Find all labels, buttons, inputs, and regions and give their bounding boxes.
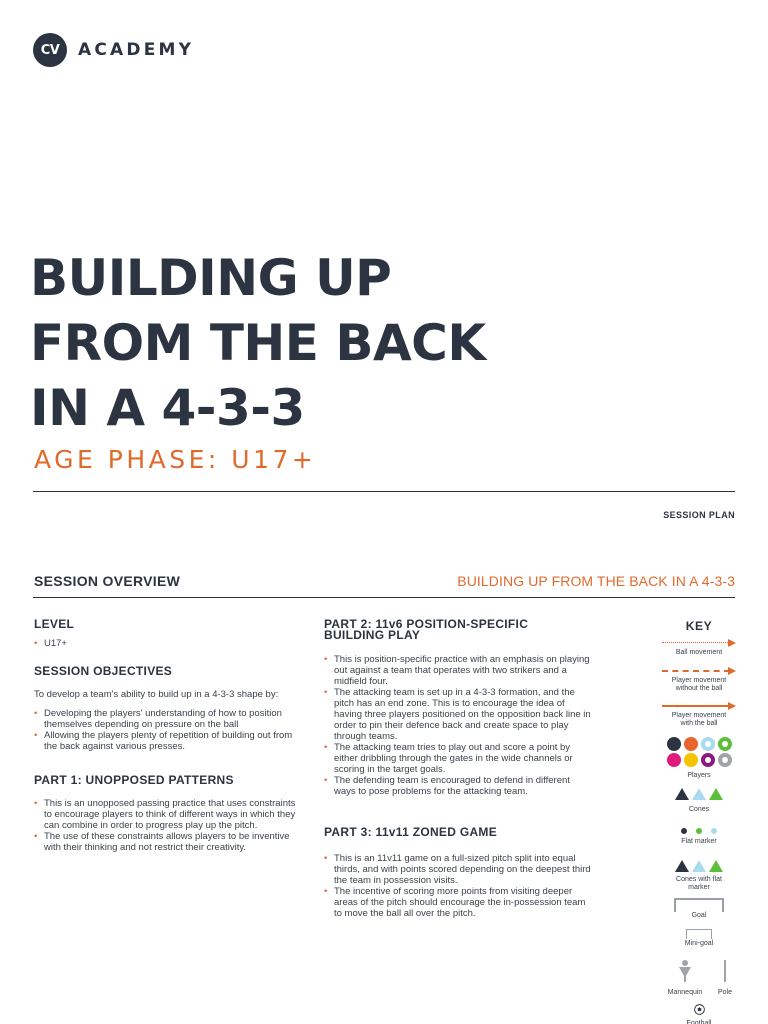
list-item: • This is an 11v11 game on a full-sized pitch split into equal thirds, and with points scored depending on the deepest third the team in possession visits.	[324, 853, 594, 886]
brand-logo	[33, 33, 194, 67]
list-item: • Developing the players' understanding of how to position themselves depending on pressure on the ball	[34, 708, 304, 730]
football-item	[660, 1002, 738, 1024]
list-item: • The incentive of scoring more points from visiting deeper areas of the pitch should encourage the in-possession team to move the ball all over the pitch.	[324, 886, 594, 919]
football-icon	[694, 1004, 705, 1015]
pole-icon	[723, 960, 727, 982]
mini-goal-label: Mini-goal	[684, 940, 714, 947]
player-dot-icon	[667, 753, 681, 767]
title-line-3: IN A 4-3-3	[30, 379, 305, 437]
key-title: KEY	[685, 619, 713, 633]
goal-label: Goal	[691, 912, 707, 919]
list-item: • The use of these constraints allows players to be inventive with their thinking and not restrict their creativity.	[34, 831, 304, 853]
list-item: • The defending team is encouraged to defend in different ways to pose problems for the attacking team.	[324, 775, 594, 797]
list-item: • U17+	[34, 638, 304, 649]
flat-marker-icon	[711, 828, 717, 834]
players-row-2	[660, 753, 738, 767]
cones-flat-label: Cones with flat marker	[676, 876, 722, 891]
session-plan-label: SESSION PLAN	[663, 510, 735, 520]
mannequin-label: Mannequin	[667, 989, 703, 996]
list-item: • The attacking team is set up in a 4-3-3 formation, and the pitch has an end zone. This is to encourage the idea of having three players positioned on the opposition back line in order to pin their defence back and create space to play through teams.	[324, 687, 594, 742]
list-item: • This is an unopposed passing practice that uses constraints to encourage players to think of different ways in which they can combine in order to progress play up the pitch.	[34, 798, 304, 831]
pole-item	[712, 960, 738, 997]
flat-marker-icon	[681, 828, 687, 834]
player-movement-ball-label: Player movement with the ball	[671, 712, 727, 727]
player-movement-ball-arrow-icon	[662, 702, 736, 710]
divider	[33, 491, 735, 492]
ball-movement-arrow-icon	[662, 639, 736, 647]
session-overview-subtitle: BUILDING UP FROM THE BACK IN A 4-3-3	[457, 573, 735, 589]
divider	[33, 597, 735, 598]
cones-row	[660, 788, 738, 800]
cones-flat-row	[660, 860, 738, 872]
age-phase: AGE PHASE: U17+	[34, 445, 317, 474]
player-movement-label: Player movement without the ball	[671, 677, 727, 692]
level-heading: LEVEL	[34, 617, 75, 631]
flat-marker-icon	[696, 828, 702, 834]
left-column	[34, 619, 304, 853]
player-dot-icon	[684, 753, 698, 767]
player-ring-icon	[701, 737, 715, 751]
pole-label: Pole	[717, 989, 732, 996]
cones-label: Cones	[688, 806, 710, 813]
cone-flat-marker-icon	[675, 860, 689, 872]
player-movement-arrow-icon	[662, 667, 736, 675]
flat-marker-label: Flat marker	[681, 838, 717, 845]
players-row-1	[660, 737, 738, 751]
level-list	[34, 638, 304, 649]
player-ring-icon	[718, 753, 732, 767]
football-label: Football	[686, 1020, 712, 1024]
list-item: • The attacking team tries to play out and score a point by either dribbling through the gates in the wide channels or scoring in the target goals.	[324, 742, 594, 775]
middle-column	[324, 619, 594, 919]
mannequin-item	[660, 960, 710, 997]
mannequin-icon	[678, 960, 692, 982]
cone-icon	[675, 788, 689, 800]
cone-icon	[692, 788, 706, 800]
part3-list	[324, 853, 594, 919]
objectives-list	[34, 708, 304, 752]
player-dot-icon	[684, 737, 698, 751]
part2-heading: PART 2: 11v6 POSITION-SPECIFIC BUILDING PLAY	[324, 617, 529, 642]
part1-heading: PART 1: UNOPPOSED PATTERNS	[34, 773, 234, 787]
list-item: • Allowing the players plenty of repetition of building out from the back against various presses.	[34, 730, 304, 752]
list-item: • This is position-specific practice with an emphasis on playing out against a team that operates with two strikers and a midfield four.	[324, 654, 594, 687]
part1-list	[34, 798, 304, 853]
cv-logo-mark: CV	[33, 33, 67, 67]
key-legend	[660, 619, 738, 1024]
cone-flat-marker-icon	[692, 860, 706, 872]
player-dot-icon	[667, 737, 681, 751]
player-ring-icon	[701, 753, 715, 767]
title-line-1: BUILDING UP	[30, 249, 392, 307]
ball-movement-label: Ball movement	[675, 649, 723, 656]
page-title	[30, 246, 650, 441]
part3-heading: PART 3: 11v11 ZONED GAME	[324, 825, 498, 839]
cone-flat-marker-icon	[709, 860, 723, 872]
mannequin-pole-row	[660, 960, 738, 997]
objectives-heading: SESSION OBJECTIVES	[34, 664, 173, 678]
players-label: Players	[687, 772, 711, 779]
objectives-intro: To develop a team's ability to build up in a 4-3-3 shape by:	[34, 689, 279, 700]
session-overview-title: SESSION OVERVIEW	[34, 573, 181, 589]
mini-goal-icon	[686, 929, 712, 939]
flat-marker-row	[660, 828, 738, 834]
player-ring-icon	[718, 737, 732, 751]
title-line-2: FROM THE BACK	[30, 314, 486, 372]
part2-list	[324, 654, 594, 797]
brand-name: ACADEMY	[78, 40, 195, 60]
cone-icon	[709, 788, 723, 800]
goal-icon	[674, 898, 724, 912]
